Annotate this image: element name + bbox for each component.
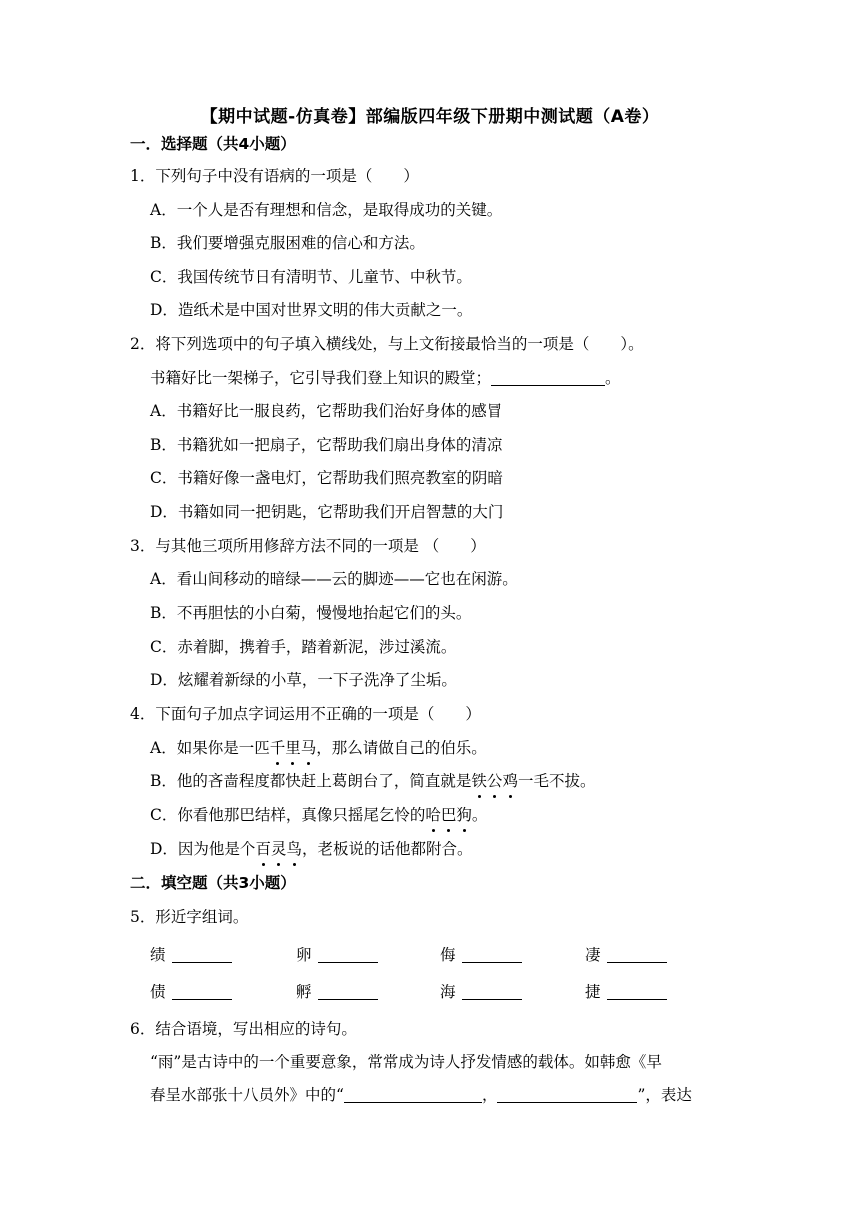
question-2-context-before: 书籍好比一架梯子，它引导我们登上知识的殿堂； <box>150 369 492 387</box>
question-1-option-d: D．造纸术是中国对世界文明的伟大贡献之一。 <box>150 301 473 319</box>
question-2-context-after: 。 <box>605 369 621 387</box>
question-4-option-d <box>150 836 473 862</box>
option-text: 一毛不拔。 <box>517 772 596 790</box>
question-2-option-b: B．书籍犹如一把扇子，它帮助我们扇出身体的清凉 <box>150 436 503 454</box>
answer-blank[interactable] <box>607 981 667 1000</box>
question-6-line-2 <box>150 1082 692 1108</box>
dotted-phrase <box>425 806 472 824</box>
question-3-option-d: D．炫耀着新绿的小草，一下子洗净了尘垢。 <box>150 671 457 689</box>
question-4-option-a <box>150 735 487 761</box>
word-cell <box>440 979 522 1005</box>
emphasis-dot-char: 马 <box>301 735 317 761</box>
dotted-phrase <box>471 772 518 790</box>
word-cell <box>296 942 378 968</box>
emphasis-dot-char: 哈 <box>425 802 441 828</box>
word-cell <box>585 942 667 968</box>
question-2-context <box>150 365 621 391</box>
question-4-option-b <box>150 768 595 794</box>
option-text: C．你看他那巴结样，真像只摇尾乞怜的 <box>150 806 426 824</box>
word-char: 绩 <box>150 946 166 964</box>
word-char: 侮 <box>440 946 456 964</box>
word-char: 捷 <box>585 983 601 1001</box>
question-5-stem: 5．形近字组词。 <box>130 908 249 926</box>
question-1-option-b: B．我们要增强克服困难的信心和方法。 <box>150 234 425 252</box>
word-cell <box>150 942 232 968</box>
question-6-line-1: “雨”是古诗中的一个重要意象，常常成为诗人抒发情感的载体。如韩愈《早 <box>150 1053 662 1071</box>
answer-blank[interactable] <box>462 944 522 963</box>
question-2-option-d: D．书籍如同一把钥匙，它帮助我们开启智慧的大门 <box>150 503 504 521</box>
question-2-stem: 2．将下列选项中的句子填入横线处，与上文衔接最恰当的一项是（ ）。 <box>130 335 644 353</box>
emphasis-dot-char: 公 <box>487 768 503 794</box>
section-fill-heading: 二．填空题（共3小题） <box>130 874 296 892</box>
question-4-stem: 4．下面句子加点字词运用不正确的一项是（ ） <box>130 705 481 723</box>
answer-blank[interactable] <box>497 1084 637 1103</box>
answer-blank[interactable] <box>318 944 378 963</box>
emphasis-dot-char: 里 <box>285 735 301 761</box>
poem-text: ”，表达 <box>637 1086 692 1104</box>
word-char: 凄 <box>585 946 601 964</box>
section-choice-heading: 一．选择题（共4小题） <box>130 135 296 153</box>
poem-text: ， <box>481 1086 498 1104</box>
word-char: 卵 <box>296 946 312 964</box>
emphasis-dot-char: 鸡 <box>502 768 518 794</box>
word-cell <box>150 979 232 1005</box>
question-1-option-a: A．一个人是否有理想和信念，是取得成功的关键。 <box>150 201 503 219</box>
option-text: B．他的吝啬程度都快赶上葛朗台了，简直就是 <box>150 772 472 790</box>
word-char: 债 <box>150 983 166 1001</box>
answer-blank[interactable] <box>462 981 522 1000</box>
emphasis-dot-char: 巴 <box>441 802 457 828</box>
emphasis-dot-char: 鸟 <box>286 836 302 862</box>
word-char: 孵 <box>296 983 312 1001</box>
answer-blank[interactable] <box>172 981 232 1000</box>
word-cell <box>440 942 522 968</box>
dotted-phrase <box>270 739 317 757</box>
answer-blank[interactable] <box>344 1084 482 1103</box>
question-6-stem: 6．结合语境，写出相应的诗句。 <box>130 1020 357 1038</box>
answer-blank[interactable] <box>318 981 378 1000</box>
emphasis-dot-char: 灵 <box>271 836 287 862</box>
answer-blank[interactable] <box>491 367 605 386</box>
emphasis-dot-char: 狗 <box>456 802 472 828</box>
option-text: 。 <box>471 806 488 824</box>
option-text: A．如果你是一匹 <box>150 739 270 757</box>
poem-text: 春呈水部张十八员外》中的“ <box>150 1086 344 1104</box>
option-text: D．因为他是个 <box>150 840 256 858</box>
answer-blank[interactable] <box>607 944 667 963</box>
exam-title: 【期中试题-仿真卷】部编版四年级下册期中测试题（A卷） <box>200 107 660 127</box>
question-3-option-a: A．看山间移动的暗绿——云的脚迹——它也在闲游。 <box>150 570 518 588</box>
option-text: ，老板说的话他都附合。 <box>301 840 473 858</box>
question-3-option-b: B．不再胆怯的小白菊，慢慢地抬起它们的头。 <box>150 604 472 622</box>
emphasis-dot-char: 百 <box>255 836 271 862</box>
question-4-option-c <box>150 802 487 828</box>
question-2-option-a: A．书籍好比一服良药，它帮助我们治好身体的感冒 <box>150 402 503 420</box>
question-1-stem: 1．下列句子中没有语病的一项是（ ） <box>130 167 419 185</box>
option-text: ，那么请做自己的伯乐。 <box>316 739 487 757</box>
question-2-option-c: C．书籍好像一盏电灯，它帮助我们照亮教室的阴暗 <box>150 469 503 487</box>
word-cell <box>296 979 378 1005</box>
word-cell <box>585 979 667 1005</box>
emphasis-dot-char: 千 <box>270 735 286 761</box>
answer-blank[interactable] <box>172 944 232 963</box>
question-3-option-c: C．赤着脚，携着手，踏着新泥，涉过溪流。 <box>150 638 457 656</box>
emphasis-dot-char: 铁 <box>471 768 487 794</box>
dotted-phrase <box>255 840 302 858</box>
question-1-option-c: C．我国传统节日有清明节、儿童节、中秋节。 <box>150 268 472 286</box>
word-char: 海 <box>440 983 456 1001</box>
question-3-stem: 3．与其他三项所用修辞方法不同的一项是 （ ） <box>130 537 486 555</box>
